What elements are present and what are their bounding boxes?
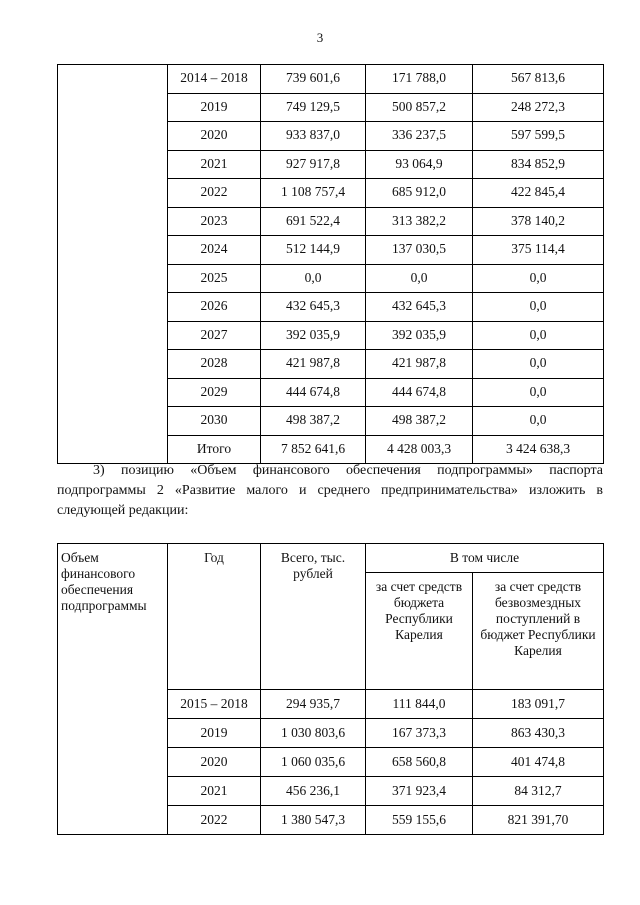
total-cell: 749 129,5	[261, 93, 366, 122]
year-cell: 2021	[168, 777, 261, 806]
grants-cell: 183 091,7	[473, 690, 604, 719]
row-label-cell	[58, 65, 168, 464]
budget-cell: 336 237,5	[366, 122, 473, 151]
header-including: В том числе	[366, 544, 604, 573]
header-year: Год	[168, 544, 261, 690]
year-cell: 2024	[168, 236, 261, 265]
budget-cell: 0,0	[366, 264, 473, 293]
budget-cell: 93 064,9	[366, 150, 473, 179]
budget-cell: 313 382,2	[366, 207, 473, 236]
financing-table-continued	[57, 64, 604, 464]
total-cell: 739 601,6	[261, 65, 366, 94]
grants-cell: 597 599,5	[473, 122, 604, 151]
grants-cell: 84 312,7	[473, 777, 604, 806]
grants-cell: 834 852,9	[473, 150, 604, 179]
budget-cell: 371 923,4	[366, 777, 473, 806]
total-cell: 512 144,9	[261, 236, 366, 265]
grants-cell: 821 391,70	[473, 806, 604, 835]
year-cell: 2020	[168, 122, 261, 151]
budget-cell: 685 912,0	[366, 179, 473, 208]
grants-cell: 248 272,3	[473, 93, 604, 122]
year-cell: 2026	[168, 293, 261, 322]
total-cell: 1 108 757,4	[261, 179, 366, 208]
budget-cell: 421 987,8	[366, 350, 473, 379]
total-cell: 691 522,4	[261, 207, 366, 236]
budget-cell: 444 674,8	[366, 378, 473, 407]
page-number: 3	[316, 30, 324, 45]
header-total: Всего, тыс. рублей	[261, 544, 366, 690]
total-cell: 392 035,9	[261, 321, 366, 350]
total-cell: 927 917,8	[261, 150, 366, 179]
grants-cell: 0,0	[473, 378, 604, 407]
year-cell: 2014 – 2018	[168, 65, 261, 94]
total-cell: 421 987,8	[261, 350, 366, 379]
total-cell: 1 030 803,6	[261, 719, 366, 748]
year-cell: 2025	[168, 264, 261, 293]
table-row	[58, 65, 604, 94]
grants-cell: 0,0	[473, 264, 604, 293]
budget-cell: 171 788,0	[366, 65, 473, 94]
subprogram-2-financing-table	[57, 543, 604, 835]
budget-cell: 500 857,2	[366, 93, 473, 122]
year-cell: 2020	[168, 748, 261, 777]
budget-cell: 4 428 003,3	[366, 435, 473, 464]
year-cell: 2022	[168, 179, 261, 208]
grants-cell: 378 140,2	[473, 207, 604, 236]
budget-cell: 498 387,2	[366, 407, 473, 436]
grants-cell: 863 430,3	[473, 719, 604, 748]
total-cell: 498 387,2	[261, 407, 366, 436]
total-cell: 432 645,3	[261, 293, 366, 322]
year-cell: 2029	[168, 378, 261, 407]
year-cell: 2019	[168, 719, 261, 748]
grants-cell: 422 845,4	[473, 179, 604, 208]
total-cell: 456 236,1	[261, 777, 366, 806]
grants-cell: 0,0	[473, 321, 604, 350]
budget-cell: 559 155,6	[366, 806, 473, 835]
year-cell: 2027	[168, 321, 261, 350]
header-grants: за счет средств безвозмездных поступлений в бюджет Республики Карелия	[473, 573, 604, 690]
budget-cell: 658 560,8	[366, 748, 473, 777]
total-cell: 0,0	[261, 264, 366, 293]
header-regional-budget: за счет средств бюджета Республики Карелия	[366, 573, 473, 690]
amendment-paragraph: 3) позицию «Объем финансового обеспечения подпрограммы» паспорта подпрограммы 2 «Развитие малого и среднего предпринимательства» изложить в следующей редакции:	[57, 463, 603, 518]
year-cell: 2028	[168, 350, 261, 379]
budget-cell: 137 030,5	[366, 236, 473, 265]
row-label-financing-volume: Объем финансового обеспечения подпрограммы	[58, 544, 168, 835]
grants-cell: 0,0	[473, 350, 604, 379]
year-cell: 2019	[168, 93, 261, 122]
year-cell: 2021	[168, 150, 261, 179]
year-cell: 2015 – 2018	[168, 690, 261, 719]
grants-cell: 0,0	[473, 407, 604, 436]
budget-cell: 167 373,3	[366, 719, 473, 748]
year-cell: Итого	[168, 435, 261, 464]
grants-cell: 401 474,8	[473, 748, 604, 777]
year-cell: 2023	[168, 207, 261, 236]
budget-cell: 111 844,0	[366, 690, 473, 719]
budget-cell: 432 645,3	[366, 293, 473, 322]
budget-cell: 392 035,9	[366, 321, 473, 350]
total-cell: 933 837,0	[261, 122, 366, 151]
total-cell: 1 380 547,3	[261, 806, 366, 835]
total-cell: 444 674,8	[261, 378, 366, 407]
grants-cell: 567 813,6	[473, 65, 604, 94]
grants-cell: 375 114,4	[473, 236, 604, 265]
grants-cell: 0,0	[473, 293, 604, 322]
year-cell: 2022	[168, 806, 261, 835]
total-cell: 294 935,7	[261, 690, 366, 719]
grants-cell: 3 424 638,3	[473, 435, 604, 464]
total-cell: 1 060 035,6	[261, 748, 366, 777]
total-cell: 7 852 641,6	[261, 435, 366, 464]
year-cell: 2030	[168, 407, 261, 436]
